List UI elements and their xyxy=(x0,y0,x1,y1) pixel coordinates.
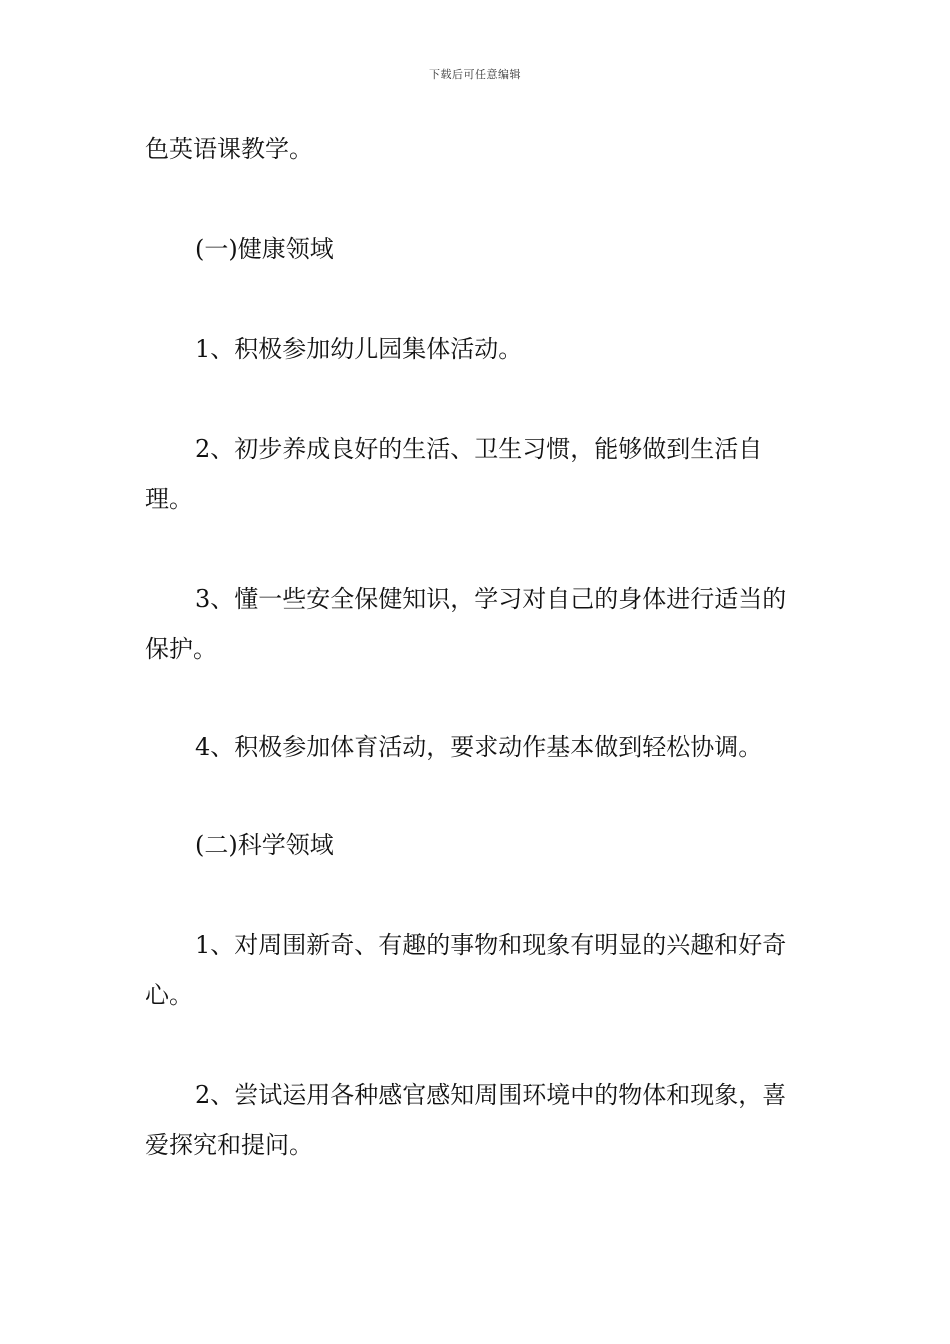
paragraph-health-3: 3、懂一些安全保健知识，学习对自己的身体进行适当的保护。 xyxy=(145,585,787,663)
page-header-note: 下载后可任意编辑 xyxy=(429,68,521,81)
section-heading-health: (一)健康领域 xyxy=(195,235,334,263)
paragraph-continuation: 色英语课教学。 xyxy=(145,135,313,163)
paragraph-health-4: 4、积极参加体育活动，要求动作基本做到轻松协调。 xyxy=(195,733,763,761)
paragraph-health-1: 1、积极参加幼儿园集体活动。 xyxy=(195,335,523,363)
paragraph-science-2: 2、尝试运用各种感官感知周围环境中的物体和现象，喜爱探究和提问。 xyxy=(145,1081,787,1159)
section-heading-science: (二)科学领域 xyxy=(195,831,334,859)
paragraph-science-1: 1、对周围新奇、有趣的事物和现象有明显的兴趣和好奇心。 xyxy=(145,931,787,1009)
paragraph-health-2: 2、初步养成良好的生活、卫生习惯，能够做到生活自理。 xyxy=(145,435,763,513)
